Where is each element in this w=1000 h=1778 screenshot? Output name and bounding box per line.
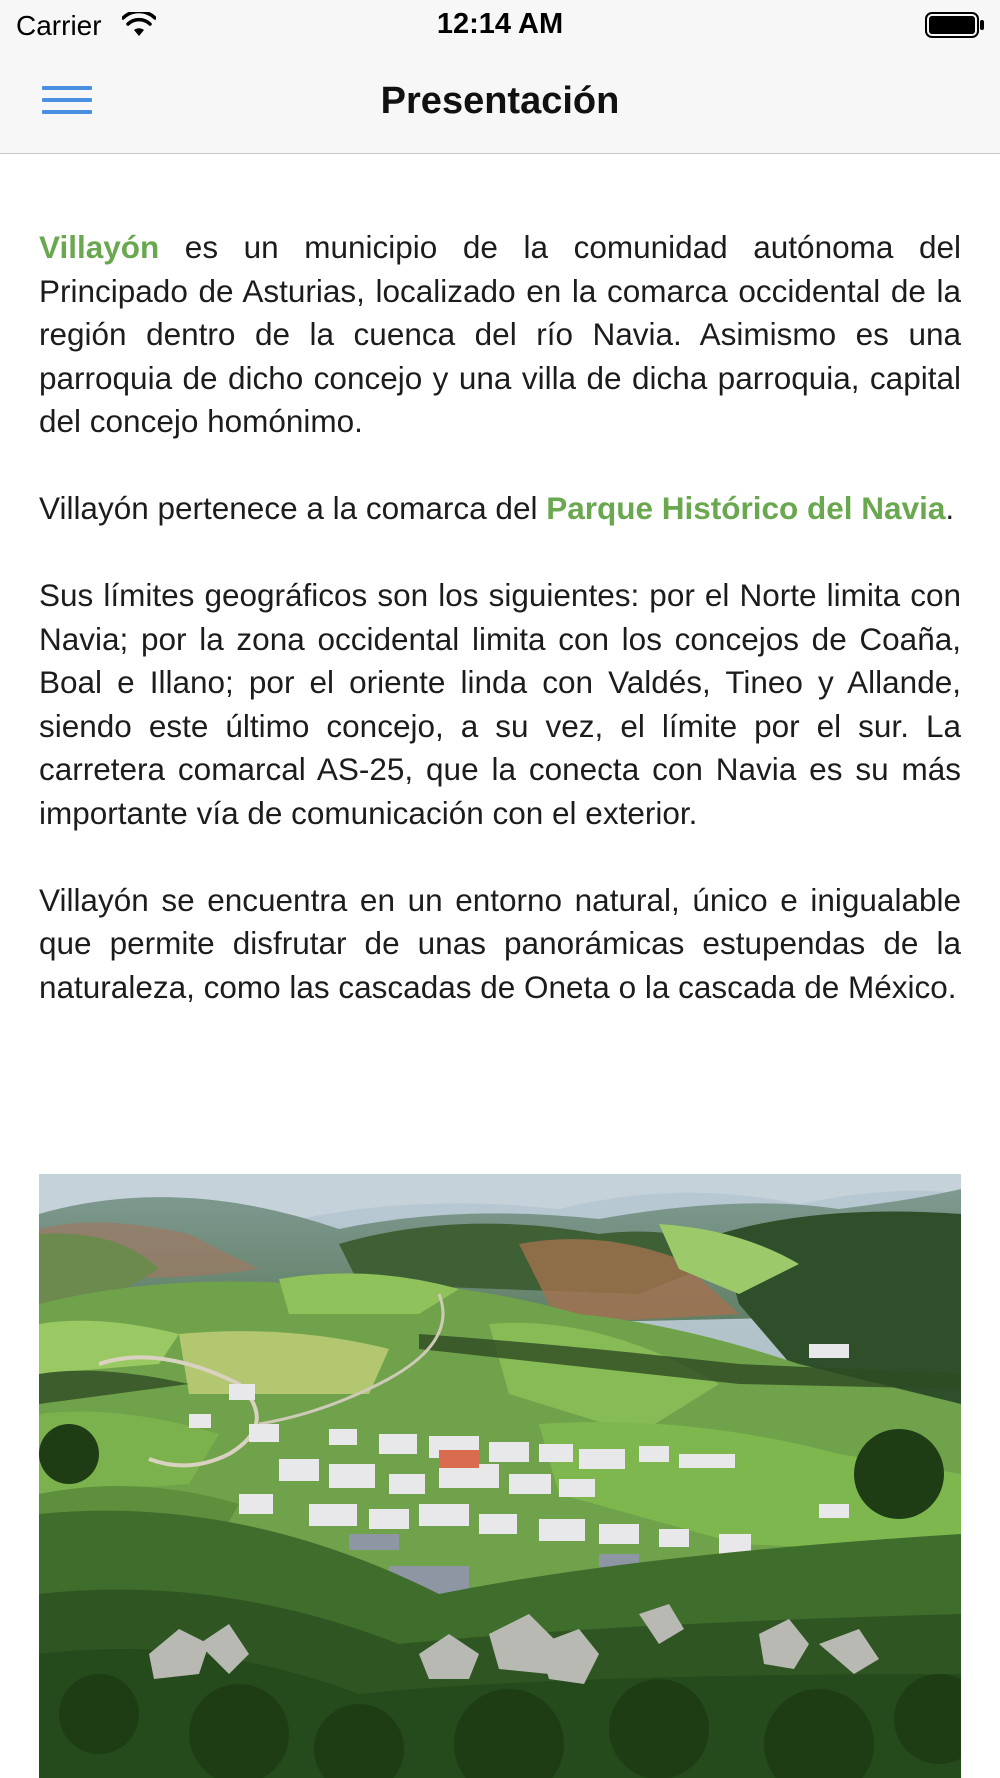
highlight-villayon: Villayón — [39, 229, 160, 265]
article-content — [39, 226, 961, 1053]
paragraph-comarca-after: . — [945, 490, 955, 526]
link-parque-historico[interactable]: Parque Histórico del Navia — [546, 490, 946, 526]
paragraph-intro-text: es un municipio de la comunidad autónoma del Principado de Asturias, localizado en la comarca occidental de la región dentro de la cuenca del río Navia. Asimismo es una parroquia de dicho concejo y una villa de dicha parroquia, capital del concejo homónimo. — [39, 229, 961, 439]
paragraph-comarca-before: Villayón pertenece a la comarca del — [39, 490, 547, 526]
paragraph-entorno: Villayón se encuentra en un entorno natural, único e inigualable que permite disfrutar de unas panorámicas estupendas de la naturaleza, como las cascadas de Oneta o la cascada de México. — [39, 881, 961, 1005]
battery-icon — [925, 12, 985, 38]
page-title: Presentación — [380, 80, 620, 122]
paragraph-intro — [39, 226, 961, 444]
paragraph-limites: Sus límites geográficos son los siguientes: por el Norte limita con Navia; por la zona occidental limita con los concejos de Coaña, Boal e Illano; por el oriente linda con Valdés, Tineo y Allande, siendo este último concejo, a su vez, el límite por el sur. La carretera comarcal AS-25, que la conecta con Navia es su más importante vía de comunicación con el exterior. — [39, 577, 961, 831]
status-time: 12:14 AM — [436, 8, 564, 40]
navigation-bar — [0, 50, 1000, 154]
carrier-label: Carrier — [16, 10, 102, 41]
village-landscape-photo — [39, 1174, 961, 1778]
paragraph-comarca — [39, 487, 961, 531]
status-bar — [0, 0, 1000, 50]
